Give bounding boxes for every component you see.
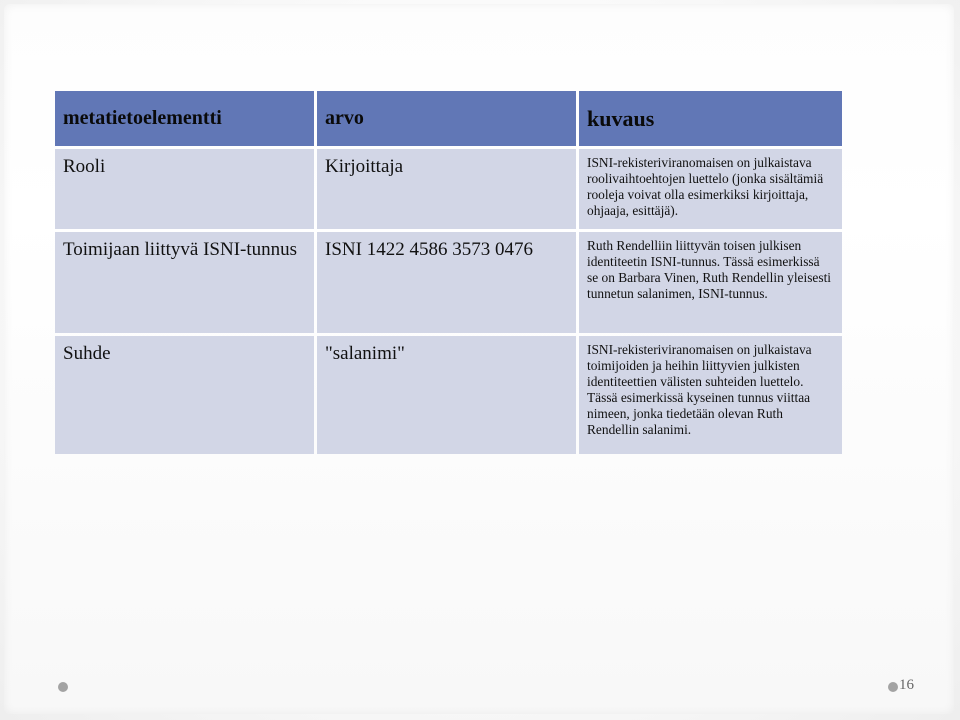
table-header-row bbox=[55, 91, 842, 146]
footer-dot-left bbox=[58, 682, 68, 692]
cell-description: ISNI-rekisteriviranomaisen on julkaistava roolivaihtoehtojen luettelo (jonka sisältämiä rooleja voivat olla esimerkiksi kirjoittaja, ohjaaja, esittäjä). bbox=[579, 149, 842, 229]
footer-dot-right bbox=[888, 682, 898, 692]
cell-value: "salanimi" bbox=[317, 336, 576, 454]
cell-element: Suhde bbox=[55, 336, 314, 454]
cell-value: ISNI 1422 4586 3573 0476 bbox=[317, 232, 576, 333]
page-number: 16 bbox=[899, 677, 914, 693]
cell-element: Rooli bbox=[55, 149, 314, 229]
header-value: arvo bbox=[317, 91, 576, 146]
cell-description: Ruth Rendelliin liittyvän toisen julkisen identiteetin ISNI-tunnus. Tässä esimerkissä se on Barbara Vinen, Ruth Rendellin yleisesti tunnetun salanimen, ISNI-tunnus. bbox=[579, 232, 842, 333]
table-row bbox=[55, 149, 842, 229]
table-row bbox=[55, 336, 842, 454]
cell-value: Kirjoittaja bbox=[317, 149, 576, 229]
metadata-table bbox=[52, 88, 845, 457]
header-description: kuvaus bbox=[579, 91, 842, 146]
header-element: metatietoelementti bbox=[55, 91, 314, 146]
cell-description: ISNI-rekisteriviranomaisen on julkaistava toimijoiden ja heihin liittyvien julkisten identiteettien välisten suhteiden luettelo. Tässä esimerkissä kyseinen tunnus viittaa nimeen, jonka tiedetään olevan Ruth Rendellin salanimi. bbox=[579, 336, 842, 454]
table-row bbox=[55, 232, 842, 333]
cell-element: Toimijaan liittyvä ISNI-tunnus bbox=[55, 232, 314, 333]
